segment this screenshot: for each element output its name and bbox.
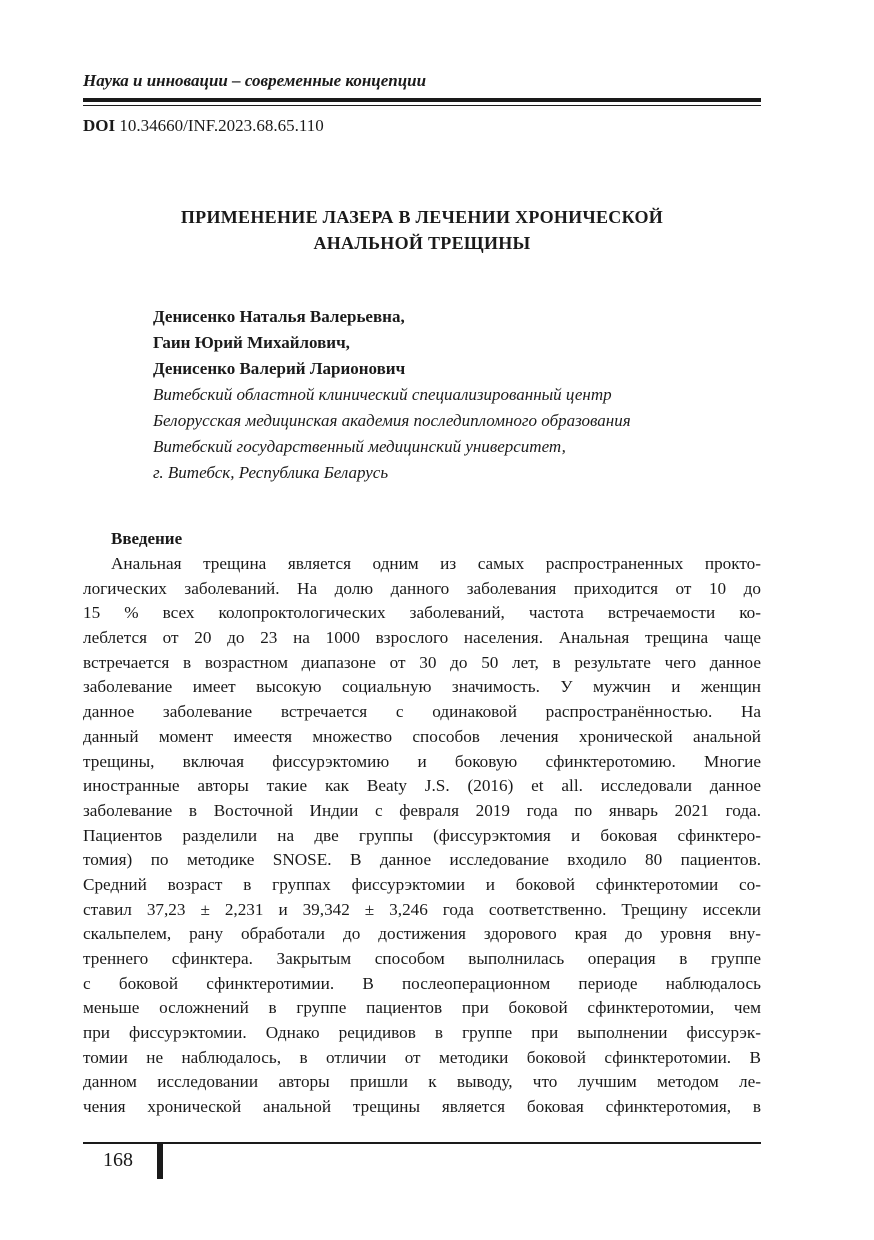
footer-rule: [83, 1142, 761, 1144]
author-name: Денисенко Наталья Валерьевна,: [153, 307, 405, 326]
body-line: ставил 37,23 ± 2,231 и 39,342 ± 3,246 года соответственно. Трещину иссекли: [83, 899, 761, 919]
footer-bar: [157, 1143, 163, 1179]
affiliation: Витебский областной клинический специализированный центр: [153, 385, 612, 404]
page-number: 168: [103, 1149, 133, 1171]
body-line: томии не наблюдалось, в отличии от методики боковой сфинктеротомии. В: [83, 1047, 761, 1067]
body-line: 15 % всех колопроктологических заболеваний, частота встречаемости ко-: [83, 603, 761, 623]
author-name: Денисенко Валерий Ларионович: [153, 359, 406, 378]
body-line: Средний возраст в группах фиссурэктомии и боковой сфинктеротомии со-: [83, 874, 761, 894]
affiliation: Белорусская медицинская академия последипломного образования: [153, 411, 631, 430]
body-line: заболевание в Восточной Индии с февраля 2019 года по январь 2021 года.: [83, 800, 761, 820]
body-line: иностранные авторы такие как Beaty J.S. (2016) et all. исследовали данное: [83, 776, 761, 796]
body-line: чения хронической анальной трещины является боковая сфинктеротомия, в: [83, 1097, 761, 1117]
doi-line: [83, 116, 324, 136]
doi-label: DOI: [83, 116, 116, 135]
body-text: [83, 552, 761, 1120]
doi-value[interactable]: 10.34660/INF.2023.68.65.110: [119, 116, 324, 135]
author-name: Гаин Юрий Михайлович,: [153, 333, 350, 352]
article-title-line: АНАЛЬНОЙ ТРЕЩИНЫ: [313, 233, 531, 253]
body-line: скальпелем, рану обработали до достижения здорового края до уровня вну-: [83, 924, 761, 944]
article-title-line: ПРИМЕНЕНИЕ ЛАЗЕРА В ЛЕЧЕНИИ ХРОНИЧЕСКОЙ: [180, 207, 664, 227]
body-line: Анальная трещина является одним из самых распространенных прокто-: [111, 554, 761, 573]
body-line: логических заболеваний. На долю данного заболевания приходится от 10 до: [83, 578, 761, 598]
body-line: встречается в возрастном диапазоне от 30 до 50 лет, в результате чего данное: [83, 652, 761, 672]
header-rule-thick: [83, 98, 761, 102]
header-rule-thin: [83, 105, 761, 106]
body-line: трещины, включая фиссурэктомию и боковую сфинктеротомию. Многие: [83, 751, 761, 771]
journal-title: Наука и инновации – современные концепции: [83, 71, 427, 90]
body-line: данный момент имеестя множество способов лечения хронической анальной: [83, 726, 761, 746]
body-line: треннего сфинктера. Закрытым способом выполнилась операция в группе: [83, 949, 761, 968]
body-line: томия) по методике SNOSE. В данное исследование входило 80 пациентов.: [83, 850, 761, 870]
body-line: данном исследовании авторы пришли к выводу, что лучшим методом ле-: [83, 1072, 761, 1092]
body-line: данное заболевание встречается с одинаковой распространённостью. На: [83, 702, 761, 722]
author-block: [153, 304, 631, 486]
affiliation: г. Витебск, Республика Беларусь: [153, 463, 389, 482]
body-line: Пациентов разделили на две группы (фиссурэктомия и боковая сфинктеро-: [83, 825, 761, 845]
article-title: [83, 204, 761, 256]
body-line: с боковой сфинктеротимии. В послеоперационном периоде наблюдалось: [83, 973, 761, 993]
affiliation: Витебский государственный медицинский университет,: [153, 437, 566, 456]
body-line: при фиссурэктомии. Однако рецидивов в группе при выполнении фиссурэк-: [83, 1023, 761, 1043]
body-line: меньше осложнений в группе пациентов при боковой сфинктеротомии, чем: [83, 998, 761, 1018]
section-heading-introduction: Введение: [111, 529, 183, 548]
body-line: леблется от 20 до 23 на 1000 взрослого населения. Анальная трещина чаще: [83, 628, 761, 648]
body-line: заболевание имеет высокую социальную значимость. У мужчин и женщин: [83, 677, 761, 697]
